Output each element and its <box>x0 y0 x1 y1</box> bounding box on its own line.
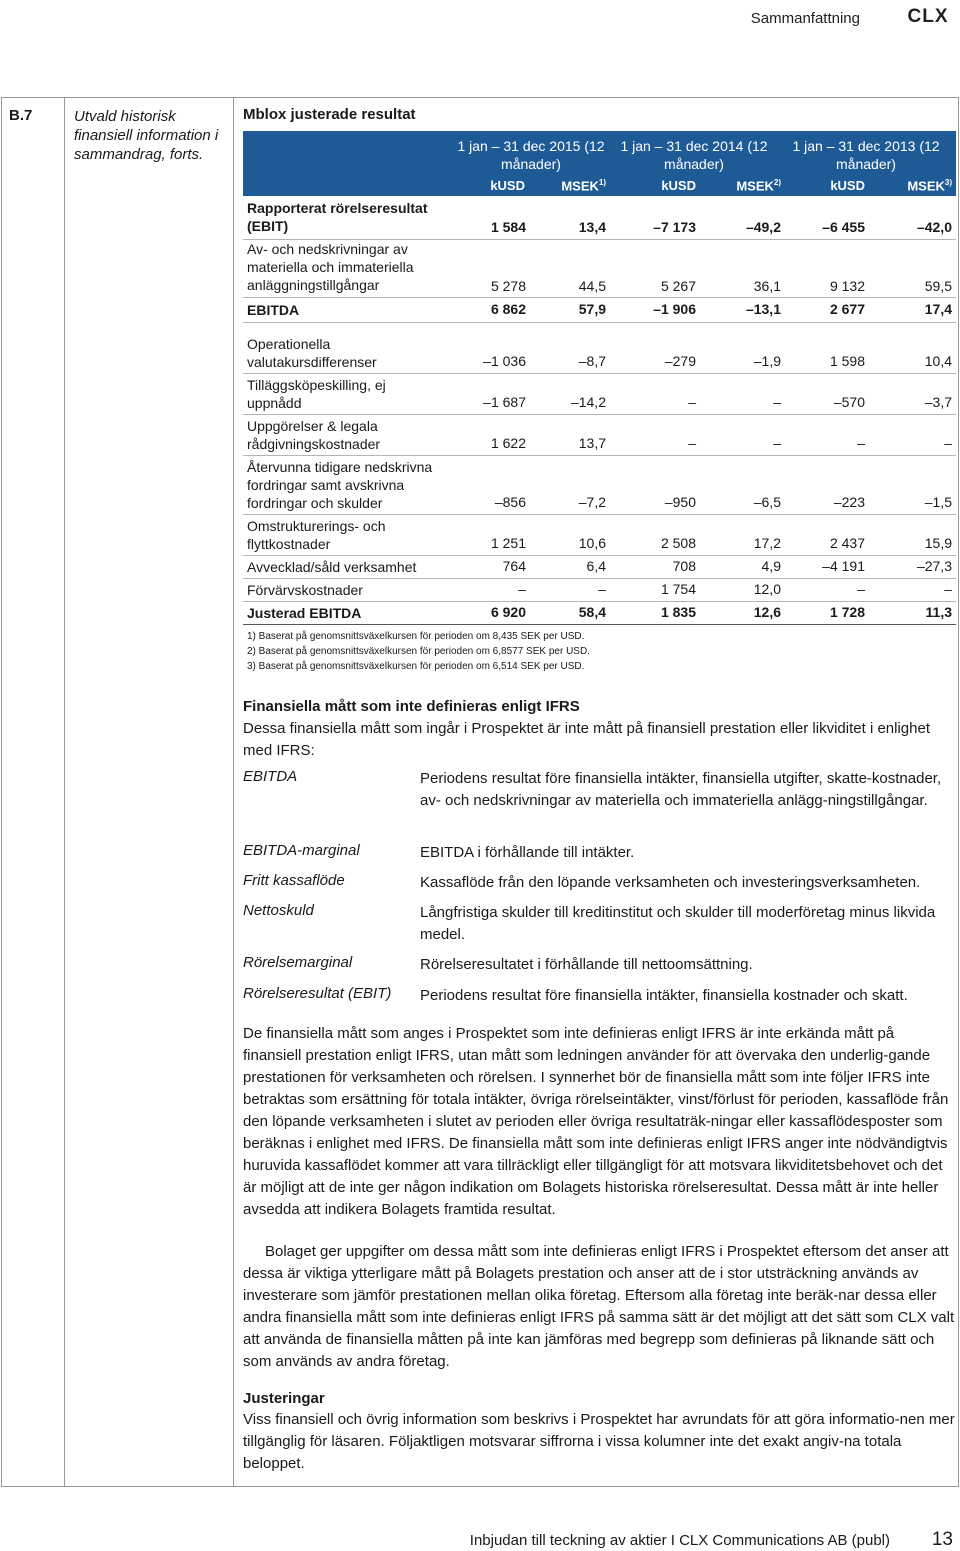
cell: –6,5 <box>753 494 781 510</box>
unit-header: MSEK$^{3)}$ <box>907 178 952 194</box>
cell: –3,7 <box>924 394 952 410</box>
row-label: Avvecklad/såld verksamhet <box>247 559 417 575</box>
cell: 6 862 <box>490 301 526 317</box>
unit-header: kUSD <box>661 178 696 193</box>
cell: 17,4 <box>924 301 952 317</box>
period-header-2013: 1 jan – 31 dec 2013 (12 månader) <box>792 138 940 172</box>
row-divider <box>243 322 956 323</box>
footnote: 2) Baserat på genomsnittsväxelkursen för perioden om 6,8577 SEK per USD. <box>247 646 590 657</box>
row-label: Omstrukturerings- och flyttkostnader <box>247 518 386 552</box>
definition-text: Långfristiga skulder till kreditinstitut och skulder till moderföretag minus likvida medel. <box>420 904 936 943</box>
cell: 5 278 <box>490 278 526 294</box>
table-title: Mblox justerade resultat <box>243 106 416 123</box>
cell: – <box>688 394 696 410</box>
cell: – <box>688 435 696 451</box>
cell: –1,5 <box>924 494 952 510</box>
definition-term: Rörelsemarginal <box>243 954 353 971</box>
row-divider <box>243 455 956 456</box>
row-label: Förvärvskostnader <box>247 582 363 598</box>
period-header-2014: 1 jan – 31 dec 2014 (12 månader) <box>620 138 768 172</box>
adjustments-heading: Justeringar <box>243 1390 325 1407</box>
row-divider <box>243 514 956 515</box>
row-divider <box>243 624 956 625</box>
cell: – <box>944 435 952 451</box>
section-id: B.7 <box>9 107 33 124</box>
row-divider <box>243 555 956 556</box>
cell: 57,9 <box>578 301 606 317</box>
cell: 13,7 <box>578 435 606 451</box>
cell: – <box>857 435 865 451</box>
cell: –14,2 <box>570 394 606 410</box>
cell: 15,9 <box>924 535 952 551</box>
period-header-2015: 1 jan – 31 dec 2015 (12 månader) <box>457 138 605 172</box>
logo-text: CLX <box>907 6 949 27</box>
footnote: 3) Baserat på genomsnittsväxelkursen för perioden om 6,514 SEK per USD. <box>247 661 585 672</box>
row-label: EBITDA <box>247 302 300 318</box>
cell: –1,9 <box>753 353 781 369</box>
cell: 1 622 <box>490 435 526 451</box>
definition-text: Periodens resultat före finansiella intäkter, finansiella utgifter, skatte-kostnader, av- och nedskrivningar av materiella och immateriella anlägg-ningstillgångar. <box>420 770 942 809</box>
measures-heading: Finansiella mått som inte definieras enligt IFRS <box>243 698 580 715</box>
row-divider <box>243 601 956 602</box>
unit-header: MSEK$^{2)}$ <box>736 178 781 194</box>
cell: 1 251 <box>490 535 526 551</box>
adjustments-text: Viss finansiell och övrig information som beskrivs i Prospektet har avrundats för att göra informatio-nen mer tillgänglig för läsaren. Följaktligen motsvarar siffrorna i vissa kolumner inte det exakt angiv-na totala beloppet. <box>243 1411 955 1472</box>
unit-header: kUSD <box>490 178 525 193</box>
definition-term: Rörelseresultat (EBIT) <box>243 985 392 1002</box>
column-divider-2 <box>233 97 234 1487</box>
cell: 17,2 <box>753 535 781 551</box>
cell: 12,0 <box>753 581 781 597</box>
section-title: Utvald historisk finansiell information i sammandrag, forts. <box>74 108 219 163</box>
definition-term: EBITDA <box>243 768 298 785</box>
cell: 11,3 <box>925 604 952 620</box>
row-label: Justerad EBITDA <box>247 605 362 621</box>
row-label: Rapporterat rörelseresultat (EBIT) <box>247 200 428 234</box>
cell: 1 754 <box>660 581 696 597</box>
cell: 13,4 <box>578 219 606 235</box>
cell: – <box>773 394 781 410</box>
cell: 10,6 <box>578 535 606 551</box>
cell: –570 <box>833 394 865 410</box>
cell: 1 584 <box>490 219 526 235</box>
definition-term: Fritt kassaflöde <box>243 872 345 889</box>
row-divider <box>243 373 956 374</box>
footnote: 1) Baserat på genomsnittsväxelkursen för perioden om 8,435 SEK per USD. <box>247 631 585 642</box>
cell: 2 508 <box>660 535 696 551</box>
clx-logo <box>900 3 956 27</box>
cell: –7,2 <box>578 494 606 510</box>
cell: –42,0 <box>916 219 952 235</box>
cell: –6 455 <box>822 219 865 235</box>
definition-text: Kassaflöde från den löpande verksamheten och investeringsverksamheten. <box>420 874 921 891</box>
cell: –27,3 <box>916 558 952 574</box>
page-number: 13 <box>931 1529 953 1550</box>
cell: 36,1 <box>753 278 781 294</box>
column-divider-1 <box>64 97 65 1487</box>
cell: 6 920 <box>490 604 526 620</box>
cell: 1 835 <box>660 604 696 620</box>
cell: –13,1 <box>745 301 781 317</box>
cell: –1 036 <box>483 353 526 369</box>
definition-term: Nettoskuld <box>243 902 314 919</box>
cell: 1 598 <box>829 353 865 369</box>
row-divider <box>243 578 956 579</box>
row-label: Av- och nedskrivningar av materiella och immateriella anläggningstillgångar <box>247 241 414 293</box>
definition-text: Periodens resultat före finansiella intäkter, finansiella kostnader och skatt. <box>420 987 908 1004</box>
cell: 58,4 <box>578 604 606 620</box>
cell: 9 132 <box>829 278 865 294</box>
cell: 764 <box>502 558 526 574</box>
cell: 1 728 <box>829 604 865 620</box>
cell: –4 191 <box>822 558 865 574</box>
unit-header: kUSD <box>830 178 865 193</box>
cell: –49,2 <box>745 219 781 235</box>
cell: –950 <box>664 494 696 510</box>
row-divider <box>243 297 956 298</box>
cell: –7 173 <box>653 219 696 235</box>
cell: – <box>518 581 526 597</box>
cell: 44,5 <box>578 278 606 294</box>
definition-term: EBITDA-marginal <box>243 842 360 859</box>
cell: 59,5 <box>924 278 952 294</box>
footer-text: Inbjudan till teckning av aktier I CLX Communications AB (publ) <box>469 1532 890 1549</box>
cell: 12,6 <box>753 604 781 620</box>
unit-header: MSEK$^{1)}$ <box>561 178 606 194</box>
cell: –223 <box>833 494 865 510</box>
measures-intro: Dessa finansiella mått som ingår i Prospektet är inte mått på finansiell prestation eller likviditet i enlighet med IFRS: <box>243 720 930 759</box>
cell: –279 <box>664 353 696 369</box>
row-divider <box>243 414 956 415</box>
row-label: Återvunna tidigare nedskrivna fordringar samt avskrivna fordringar och skulder <box>247 459 433 511</box>
measures-paragraph-2: Bolaget ger uppgifter om dessa mått som inte definieras enligt IFRS i Prospektet eftersom det anser att dessa är viktiga ytterligare mått på Bolagets prestation och anser att de i stor utsträckning används av investerare som jämför prestationen mellan olika företag. Eftersom alla företag inte beräk-nar dessa eller andra finansiella mått som inte definieras enligt IFRS på samma sätt är det möjligt att det sätt som CLX valt att använda de finansiella måtten på inte kan jämföras med begrepp som definieras på liknande sätt och som används av andra företag. <box>243 1243 955 1370</box>
cell: 2 437 <box>829 535 865 551</box>
cell: 2 677 <box>829 301 865 317</box>
cell: –856 <box>494 494 526 510</box>
cell: – <box>598 581 606 597</box>
cell: 708 <box>672 558 696 574</box>
cell: –8,7 <box>578 353 606 369</box>
row-label: Operationella valutakursdifferenser <box>247 336 377 370</box>
row-label: Uppgörelser & legala rådgivningskostnader <box>247 418 381 452</box>
row-label: Tilläggsköpeskilling, ej uppnådd <box>247 377 386 411</box>
cell: –1 906 <box>653 301 696 317</box>
cell: – <box>773 435 781 451</box>
cell: – <box>857 581 865 597</box>
cell: – <box>944 581 952 597</box>
cell: 4,9 <box>761 558 781 574</box>
header-section-label: Sammanfattning <box>750 10 860 27</box>
cell: 5 267 <box>660 278 696 294</box>
cell: 6,4 <box>586 558 606 574</box>
definition-text: Rörelseresultatet i förhållande till nettoomsättning. <box>420 956 753 973</box>
cell: –1 687 <box>483 394 526 410</box>
measures-paragraph-1: De finansiella mått som anges i Prospektet som inte definieras enligt IFRS är inte erkända mått på finansiell prestation enligt IFRS, utan mått som ledningen använder för att övervaka den underlig-gande prestationen för verksamheten och rörelsen. I synnerhet bör de finansiella mått som inte följer IFRS inte betraktas som ersättning för totala intäkter, övriga rörelseintäkter, vinst/förlust för perioden, kassaflöde från den löpande verksamheten i slutet av perioden eller övriga resultaträk-ningar eller kassaflödesposter som beräknas i enlighet med IFRS. De finansiella mått som inte definieras enligt IFRS anger inte nödvändigtvis huruvida kassaflödet kommer att vara tillräckligt eller tillgängligt för att motsvara likviditetsbehovet och det är möjligt att de inte ger någon indikation om Bolagets historiska rörelseresultat. Dessa mått är inte heller avsedda att indikera Bolagets framtida resultat. <box>243 1025 949 1218</box>
definition-text: EBITDA i förhållande till intäkter. <box>420 844 635 861</box>
cell: 10,4 <box>924 353 952 369</box>
